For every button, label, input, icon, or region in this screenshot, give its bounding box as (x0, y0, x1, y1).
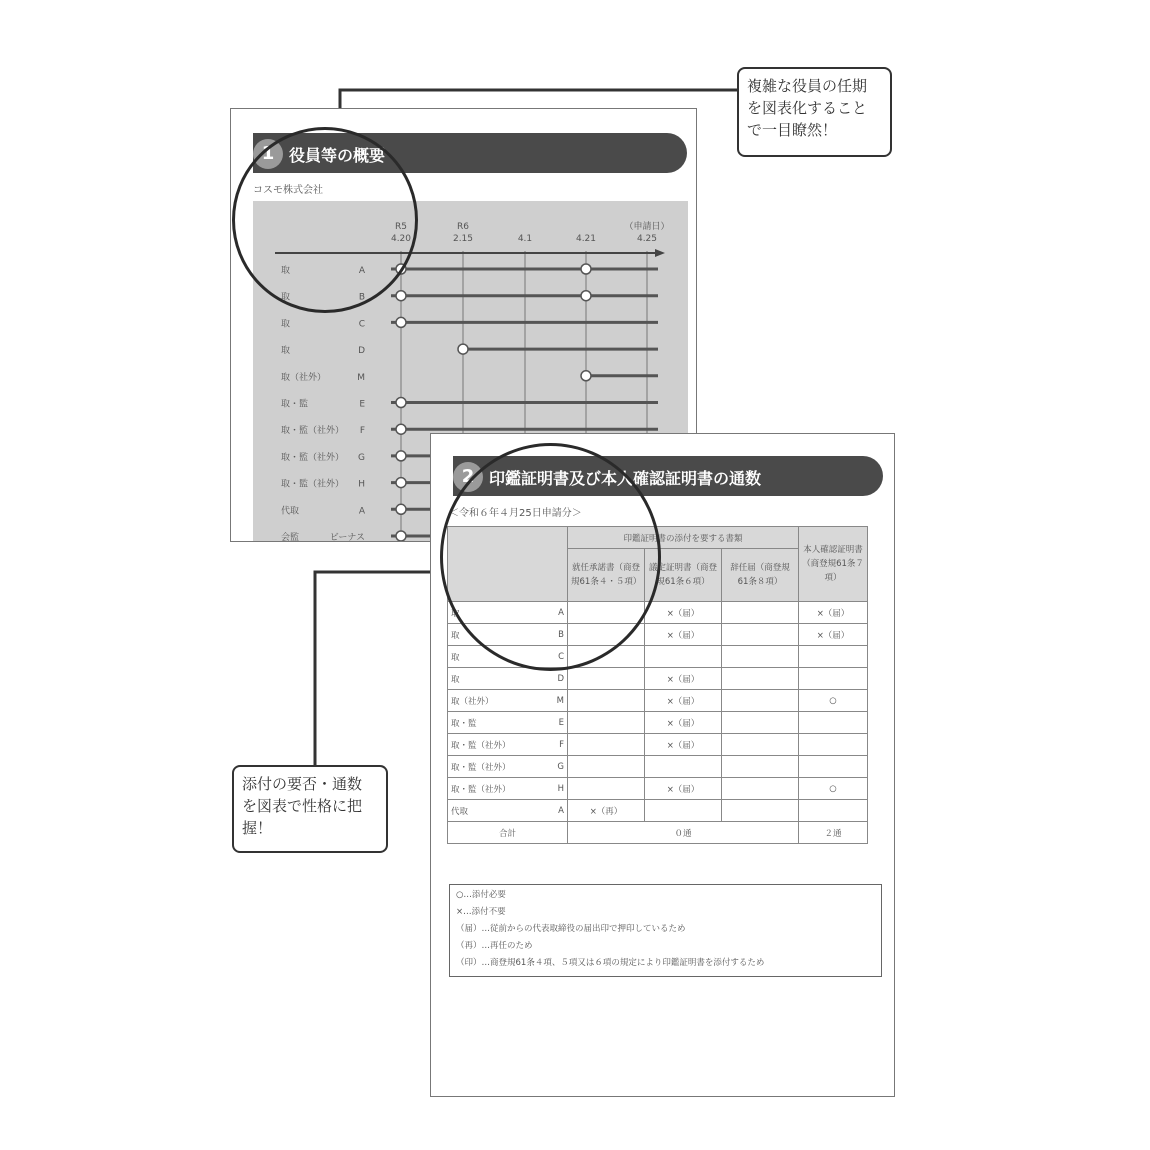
officer-name-label: C (358, 319, 365, 330)
legend-item: ×…添付不要 (456, 907, 506, 917)
total-row (448, 822, 868, 844)
table-row (448, 734, 868, 756)
resolution-cell: ×（届） (645, 734, 722, 756)
name-cell: H (535, 778, 567, 800)
legend-item: （再）…再任のため (456, 941, 533, 951)
term-start-marker (581, 371, 591, 381)
callout-line: 複雑な役員の任期 (747, 77, 868, 95)
officer-name-label: ビーナス (329, 533, 365, 541)
total-label: 合計 (448, 822, 568, 844)
table-row (448, 690, 868, 712)
resignation-cell (722, 624, 799, 646)
page1-title: 役員等の概要 (289, 146, 386, 165)
page2-title: 印鑑証明書及び本人確認証明書の通数 (489, 469, 762, 488)
name-cell: C (535, 646, 567, 668)
role-cell: 取 (448, 646, 536, 668)
resignation-cell (722, 690, 799, 712)
officer-role-label: 取・監（社外） (281, 452, 345, 463)
table-row (448, 800, 868, 822)
officer-role-label: 取・監 (281, 399, 309, 410)
resolution-cell: ×（届） (645, 712, 722, 734)
name-cell: A (535, 800, 567, 822)
officer-name-label: A (358, 506, 365, 517)
officer-role-label: 取・監（社外） (281, 479, 345, 490)
officer-role-label: 会監 (281, 533, 300, 541)
role-cell: 取 (448, 602, 536, 624)
officer-name-label: H (358, 479, 365, 490)
officer-role-label: 取 (281, 292, 291, 303)
term-start-marker (396, 478, 406, 488)
callout-timeline-note (737, 67, 892, 157)
application-date: ＜令和６年４月25日申請分＞ (449, 508, 582, 519)
legend-item: ○…添付必要 (456, 890, 506, 900)
col-header-resignation: 辞任届（商登規61条８項） (722, 549, 799, 602)
col-header-acceptance: 就任承諾書（商登規61条４・５項） (568, 549, 645, 602)
date-label-top: （申請日） (624, 222, 670, 232)
resignation-cell (722, 778, 799, 800)
officer-name-label: A (358, 266, 365, 276)
resignation-cell (722, 712, 799, 734)
callout-line: で一目瞭然！ (747, 121, 838, 139)
id-cert-cell: ×（届） (799, 624, 868, 646)
term-start-marker (396, 424, 406, 434)
date-label-bottom: 2.15 (452, 234, 474, 244)
acceptance-cell (568, 734, 645, 756)
officer-name-label: E (359, 399, 365, 410)
officer-role-label: 取 (281, 319, 291, 330)
term-start-marker (396, 317, 406, 327)
name-cell: F (535, 734, 567, 756)
page2-section-badge: 2 (453, 462, 483, 492)
magnifier-circle-bottom (440, 443, 661, 671)
name-cell: B (535, 624, 567, 646)
term-start-marker (396, 531, 406, 541)
id-cert-cell (799, 734, 868, 756)
id-cert-cell: ○ (799, 778, 868, 800)
role-cell: 取（社外） (448, 690, 536, 712)
legend-box (449, 884, 882, 977)
role-cell: 取 (448, 624, 536, 646)
resignation-cell (722, 734, 799, 756)
officer-name-label: D (358, 346, 365, 357)
officer-role-label: 取 (281, 266, 291, 276)
date-label-bottom: 4.20 (390, 234, 412, 244)
page1-section-badge: 1 (253, 139, 283, 169)
total-seal-count: ０通 (568, 822, 799, 844)
callout-line: 握！ (242, 819, 273, 837)
date-label-bottom: 4.21 (575, 234, 597, 244)
officer-role-label: 取 (281, 346, 291, 357)
id-cert-header: 本人確認証明書（商登規61条７項） (799, 527, 868, 602)
term-start-marker (396, 504, 406, 514)
officer-role-label: 代取 (281, 506, 300, 517)
name-cell: D (535, 668, 567, 690)
name-cell: A (535, 602, 567, 624)
term-start-marker (396, 291, 406, 301)
role-cell: 取・監（社外） (448, 734, 536, 756)
resolution-cell: ×（届） (645, 690, 722, 712)
seal-cert-group-header: 印鑑証明書の添付を要する書類 (568, 527, 799, 549)
callout-line: を図表で性格に把 (242, 797, 363, 815)
callout-line: 添付の要否・通数 (242, 775, 363, 793)
resolution-cell (645, 756, 722, 778)
callout-table-note (232, 765, 388, 853)
officer-name-label: M (357, 372, 365, 383)
acceptance-cell (568, 690, 645, 712)
role-cell: 取 (448, 668, 536, 690)
acceptance-cell: ×（再） (568, 800, 645, 822)
table-row (448, 756, 868, 778)
date-label-top: R6 (457, 222, 469, 232)
resolution-cell: ×（届） (645, 668, 722, 690)
role-cell: 取・監 (448, 712, 536, 734)
resolution-cell: ×（届） (645, 778, 722, 800)
table-row (448, 668, 868, 690)
officer-name-label: B (358, 292, 365, 303)
resignation-cell (722, 646, 799, 668)
resignation-cell (722, 756, 799, 778)
resolution-cell (645, 646, 722, 668)
id-cert-cell (799, 756, 868, 778)
id-cert-cell (799, 800, 868, 822)
magnifier-circle-top (232, 127, 418, 313)
term-renewal-marker (581, 291, 591, 301)
resolution-cell: ×（届） (645, 624, 722, 646)
officer-name-label: F (359, 426, 365, 437)
acceptance-cell (568, 756, 645, 778)
resignation-cell (722, 668, 799, 690)
legend-item: （届）…従前からの代表取締役の届出印で押印しているため (456, 924, 686, 934)
table-row (448, 778, 868, 800)
term-start-marker (396, 398, 406, 408)
total-id-count: ２通 (799, 822, 868, 844)
resignation-cell (722, 800, 799, 822)
date-label-top: R5 (395, 222, 407, 232)
role-cell: 代取 (448, 800, 536, 822)
col-header-resolution: 議定証明書（商登規61条６項） (645, 549, 722, 602)
acceptance-cell (568, 712, 645, 734)
name-cell: E (535, 712, 567, 734)
acceptance-cell (568, 668, 645, 690)
resignation-cell (722, 602, 799, 624)
id-cert-cell (799, 712, 868, 734)
callout-line: を図表化すること (747, 99, 868, 117)
id-cert-cell (799, 668, 868, 690)
id-cert-cell: ○ (799, 690, 868, 712)
table-row (448, 712, 868, 734)
term-start-marker (458, 344, 468, 354)
date-label-bottom: 4.25 (636, 234, 658, 244)
acceptance-cell (568, 778, 645, 800)
name-cell: G (535, 756, 567, 778)
term-renewal-marker (581, 264, 591, 274)
resolution-cell (645, 800, 722, 822)
officer-role-label: 取・監（社外） (281, 426, 345, 437)
arrow-left-line (315, 572, 432, 765)
id-cert-cell (799, 646, 868, 668)
company-name: コスモ株式会社 (253, 185, 323, 196)
date-label-bottom: 4.1 (517, 234, 533, 244)
legend-item: （印）…商登規61条４項、５項又は６項の規定により印鑑証明書を添付するため (456, 958, 765, 968)
resolution-cell: ×（届） (645, 602, 722, 624)
officer-role-label: 取（社外） (281, 372, 327, 383)
term-start-marker (396, 451, 406, 461)
name-cell: M (535, 690, 567, 712)
officer-name-label: G (358, 452, 365, 463)
role-cell: 取・監（社外） (448, 756, 536, 778)
role-cell: 取・監（社外） (448, 778, 536, 800)
id-cert-cell: ×（届） (799, 602, 868, 624)
